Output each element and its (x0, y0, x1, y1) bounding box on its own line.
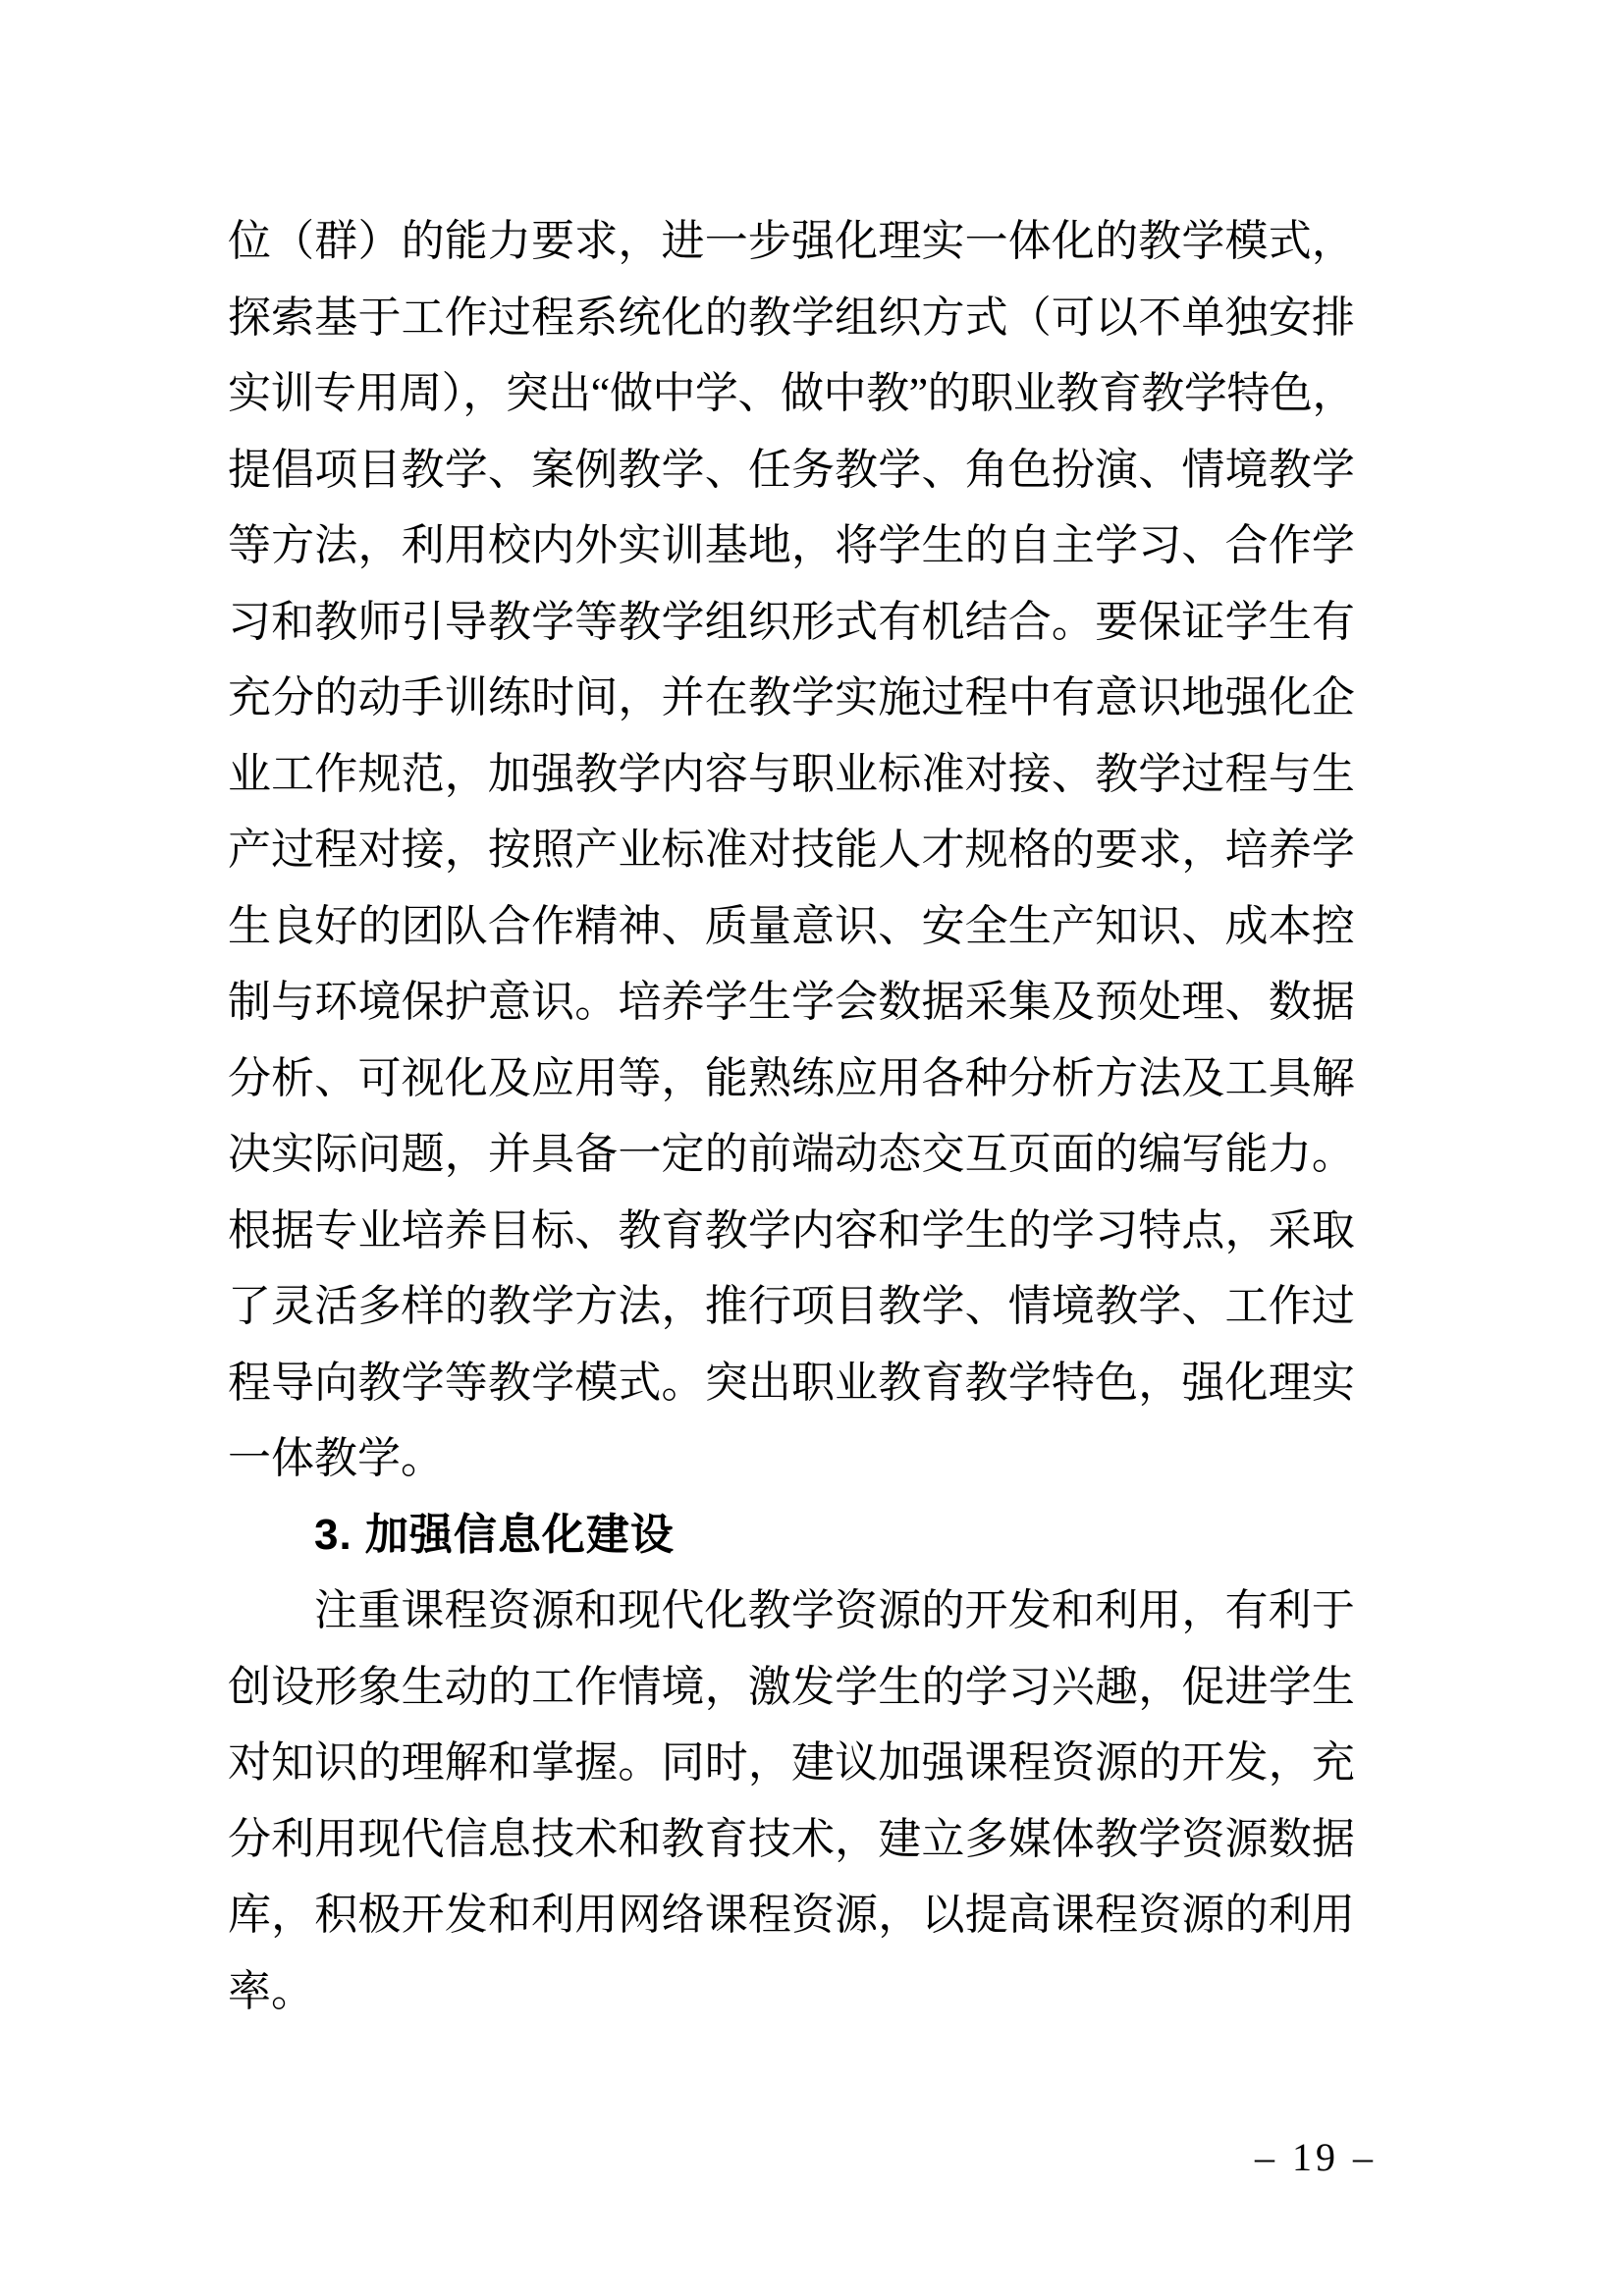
text-line-text: 实训专用周），突出“做中学、做中教”的职业教育教学特色， (228, 369, 1355, 417)
text-line (228, 660, 1355, 736)
text-line-text: 提倡项目教学、案例教学、任务教学、角色扮演、情境教学 (228, 445, 1355, 494)
text-line-text: 了灵活多样的教学方法，推行项目教学、情境教学、工作过 (228, 1282, 1355, 1330)
text-line-text: 根据专业培养目标、教育教学内容和学生的学习特点，采取 (228, 1205, 1355, 1255)
text-line-text: 业工作规范，加强教学内容与职业标准对接、教学过程与生 (228, 749, 1355, 798)
text-line (228, 1268, 1355, 1345)
text-line (228, 1193, 1355, 1269)
text-line (228, 888, 1355, 965)
text-line (228, 203, 1355, 280)
text-line-text: 率。 (228, 1966, 314, 2015)
text-line-text: 一体教学。 (228, 1434, 444, 1482)
text-line-text: 创设形象生动的工作情境，激发学生的学习兴趣，促进学生 (228, 1662, 1355, 1711)
text-line-text: 产过程对接，按照产业标准对技能人才规格的要求，培养学 (228, 826, 1355, 874)
text-line (228, 280, 1355, 356)
text-line (228, 507, 1355, 584)
text-line (228, 1801, 1355, 1878)
text-line-text: 程导向教学等教学模式。突出职业教育教学特色，强化理实 (228, 1358, 1355, 1407)
text-line (228, 1345, 1355, 1421)
text-line-text: 习和教师引导教学等教学组织形式有机结合。要保证学生有 (228, 597, 1355, 646)
text-line-text: 决实际问题，并具备一定的前端动态交互页面的编写能力。 (228, 1130, 1355, 1178)
text-line (228, 1573, 1355, 1649)
text-line (228, 1041, 1355, 1117)
text-line-text: 分利用现代信息技术和教育技术，建立多媒体教学资源数据 (228, 1814, 1355, 1863)
paragraph-informatization (228, 1573, 1355, 2029)
text-line-text: 分析、可视化及应用等，能熟练应用各种分析方法及工具解 (228, 1053, 1355, 1102)
text-line (228, 1116, 1355, 1193)
text-line-text: 充分的动手训练时间，并在教学实施过程中有意识地强化企 (228, 673, 1355, 721)
page-number: – 19 – (1255, 2135, 1377, 2179)
text-line-text: 库，积极开发和利用网络课程资源，以提高课程资源的利用 (228, 1891, 1355, 1939)
text-line-text: 探索基于工作过程系统化的教学组织方式（可以不单独安排 (228, 293, 1355, 342)
body-text-block (228, 203, 1355, 2029)
text-line (228, 1420, 1355, 1497)
text-line (228, 736, 1355, 813)
text-line-text: 等方法，利用校内外实训基地，将学生的自主学习、合作学 (228, 521, 1355, 569)
text-line (228, 1877, 1355, 1953)
text-line (228, 432, 1355, 508)
section-heading (228, 1497, 1355, 1574)
text-line-text: 制与环境保护意识。培养学生学会数据采集及预处理、数据 (228, 978, 1355, 1026)
text-line-text: 位（群）的能力要求，进一步强化理实一体化的教学模式， (228, 217, 1355, 265)
text-line-text: 生良好的团队合作精神、质量意识、安全生产知识、成本控 (228, 901, 1355, 950)
text-line (228, 1649, 1355, 1726)
text-line (228, 812, 1355, 888)
text-line (228, 1725, 1355, 1801)
section-heading-text: 3. 加强信息化建设 (314, 1510, 675, 1559)
text-line (228, 964, 1355, 1041)
paragraph-teaching-mode (228, 203, 1355, 1497)
text-line (228, 1953, 1355, 2030)
text-line (228, 584, 1355, 661)
text-line-text: 注重课程资源和现代化教学资源的开发和利用，有利于 (314, 1586, 1355, 1634)
text-line (228, 355, 1355, 432)
text-line-text: 对知识的理解和掌握。同时，建议加强课程资源的开发，充 (228, 1738, 1355, 1787)
